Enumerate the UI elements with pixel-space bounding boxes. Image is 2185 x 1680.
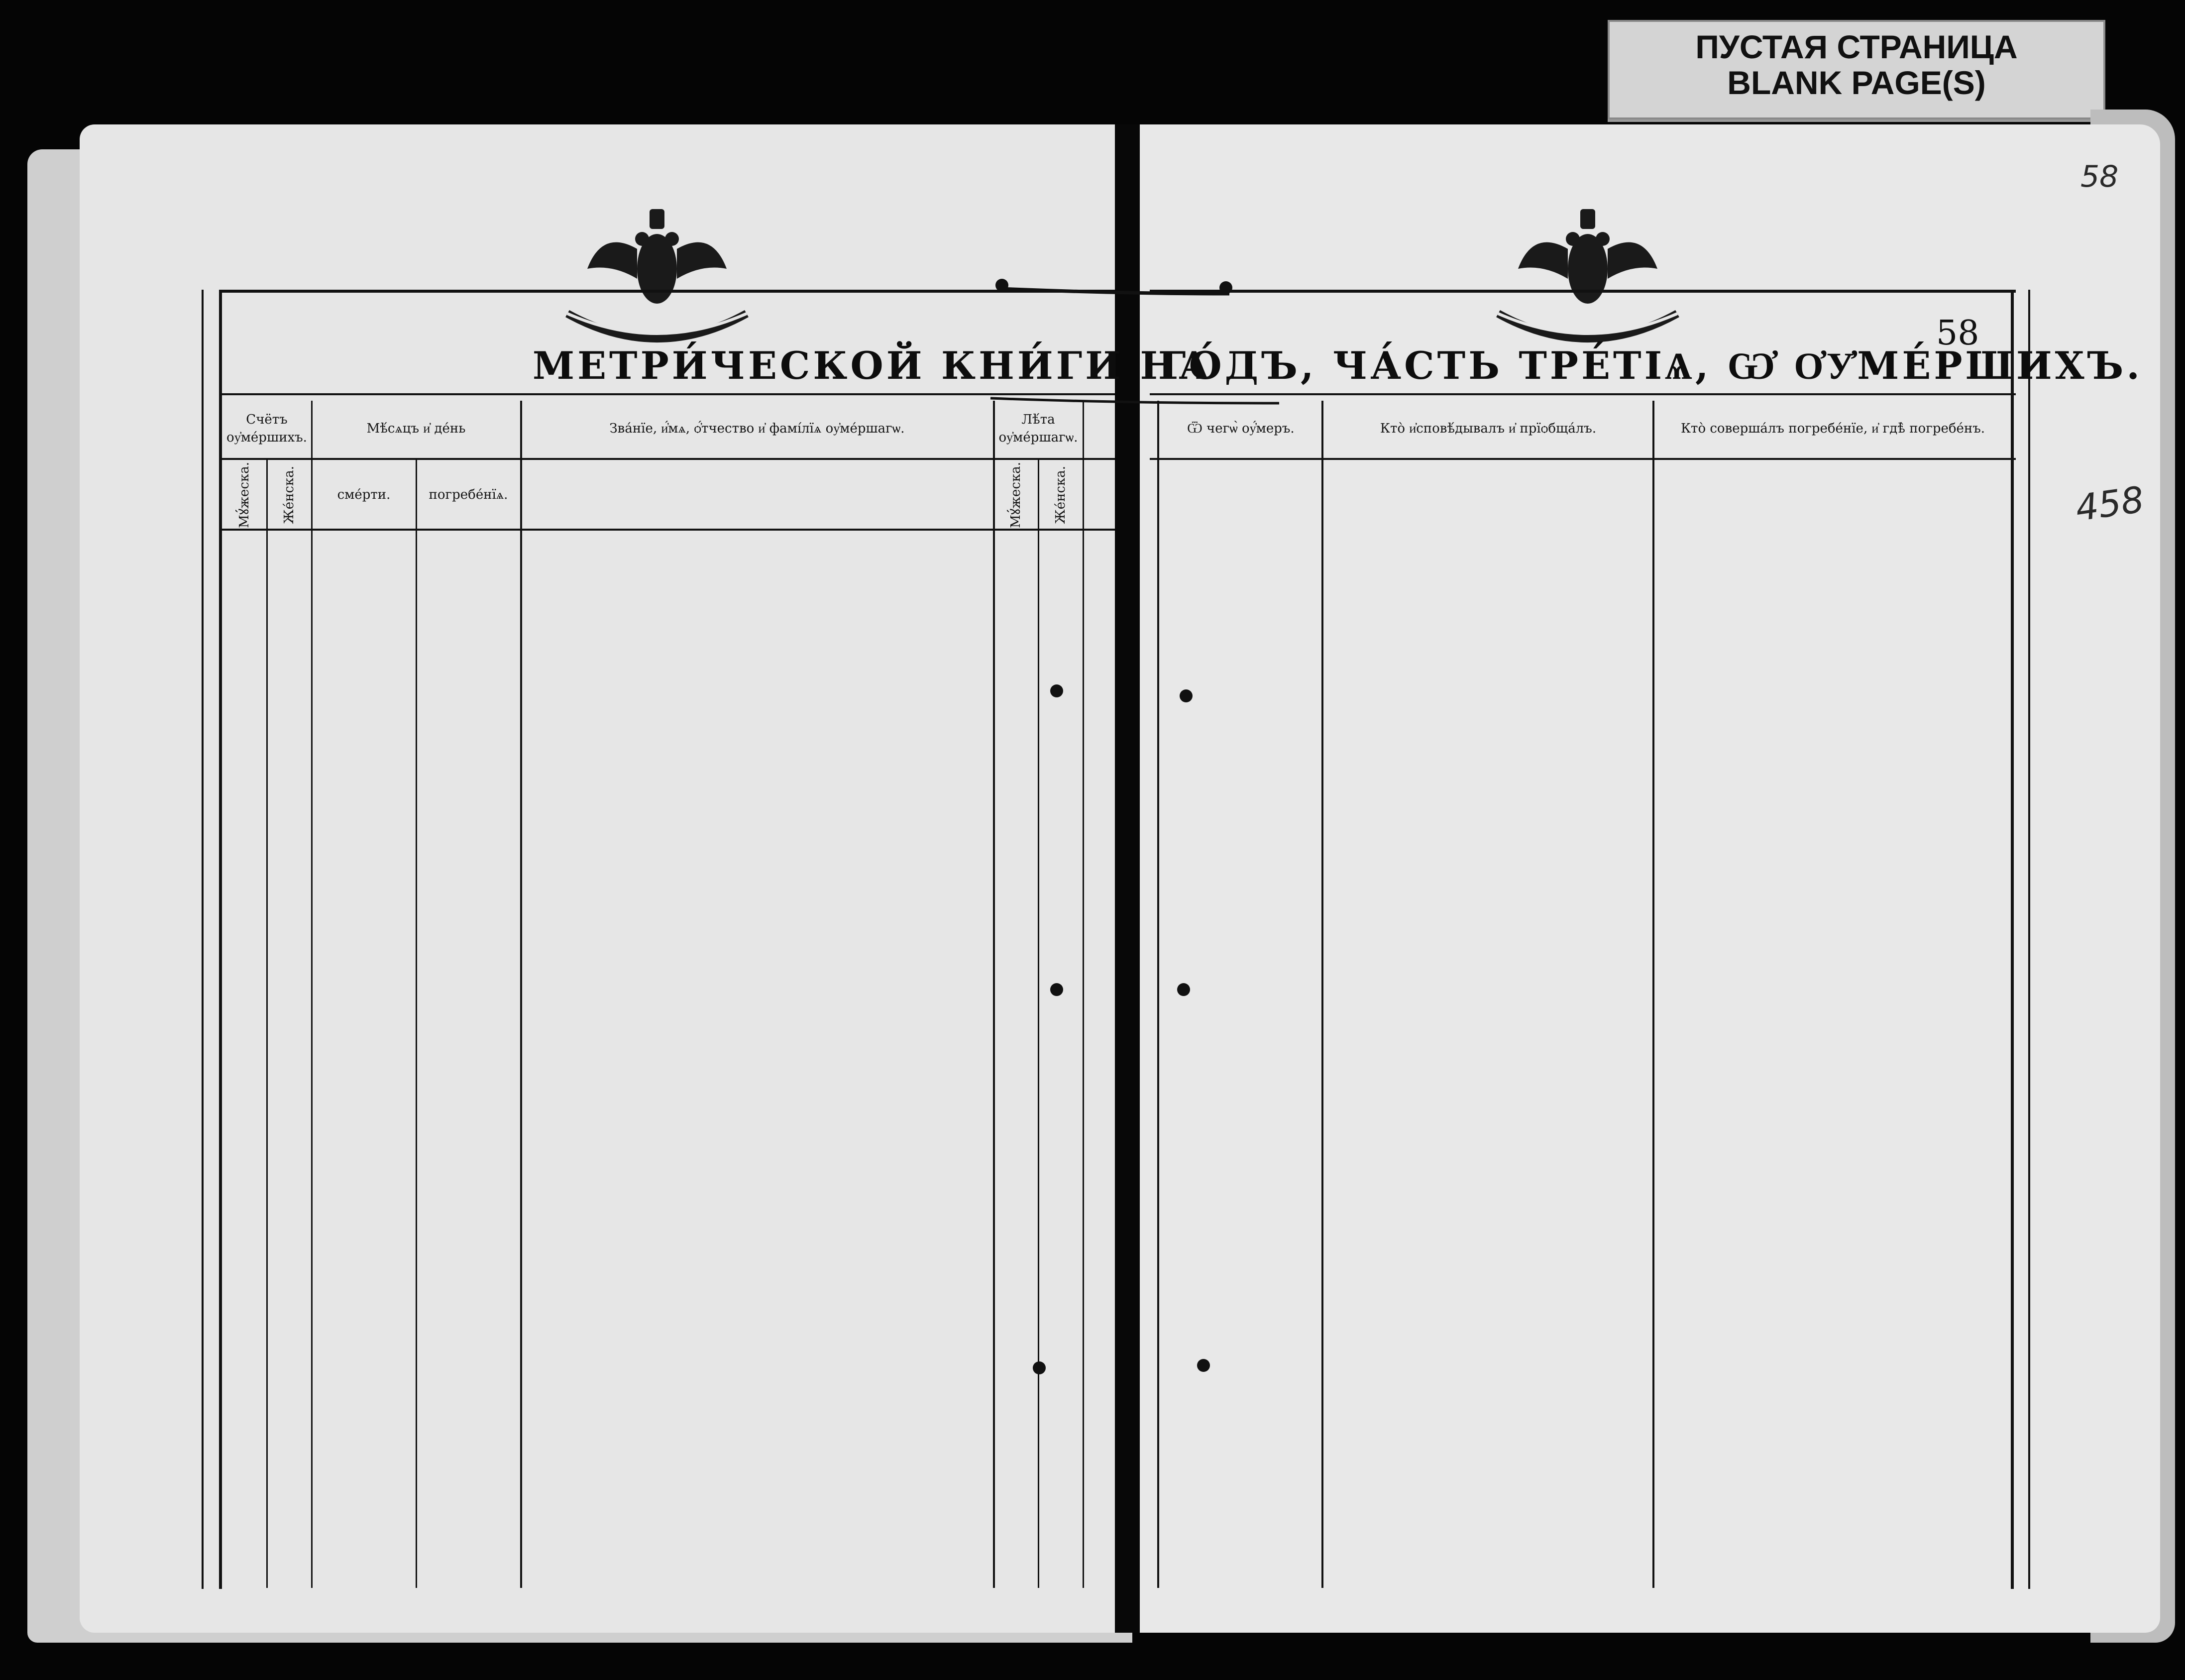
right-outer-border [2011,290,2014,1589]
right-inner-border [2028,290,2030,1589]
pencil-page-number-side: 458 [2073,478,2147,530]
left-col-line-6 [1038,458,1039,1588]
header-count: Счётъ оу҆ме́ршихъ. [226,412,307,445]
subheader-burial: погребе́нїѧ. [429,487,508,502]
left-title-rule [219,393,1115,395]
binding-hole [1180,689,1193,702]
notice-line-2: BLANK PAGE(S) [1727,64,1986,101]
right-header-rule [1150,458,2016,460]
left-subheader-rule [219,529,1115,531]
subheader-female: Же́нска. [282,465,297,524]
subheader-age-female-box [1040,463,1081,527]
double-headed-eagle-emblem-right [1488,199,1687,348]
subheader-age-male-box [995,463,1036,527]
binding-hole [1050,983,1063,996]
right-title-rule [1150,393,2016,395]
left-outer-border [219,290,222,1589]
left-col-line-4 [520,401,522,1588]
binding-hole [995,279,1008,292]
binding-hole [1197,1359,1210,1372]
header-month-day: Мѣ́сѧцъ и҆ де́нь [366,421,466,436]
right-top-rule [1150,290,2016,293]
notice-line-1: ПУСТАЯ СТРАНИЦА [1695,28,2018,65]
left-col-line-2 [311,401,313,1588]
subheader-age-female: Же́нска. [1053,465,1068,524]
left-col-line-7 [1083,401,1084,1588]
right-col-line-2 [1321,401,1323,1588]
binding-hole [1219,281,1232,294]
blank-page-notice [1608,20,2105,119]
subheader-male: Мꙋ́жеска. [237,461,252,528]
header-name: Зва́нїе, и҆́мѧ, ѻ҆́тчество и҆ фамі́лїѧ оу҆ме́ршагѡ. [609,421,905,436]
left-col-line-3 [416,458,417,1588]
right-col-line-1 [1157,401,1159,1588]
pencil-page-number-top: 58 [2080,159,2119,194]
binding-hole [1033,1361,1046,1374]
subheader-death: сме́рти. [337,487,391,502]
binding-hole [1050,684,1063,697]
header-confessor: Кто̀ и҆сповѣ́дывалъ и҆ прїѻбща́лъ. [1380,421,1597,436]
left-col-line-5 [993,401,995,1588]
title-right: ГО́ДЪ, ЧА́СТЬ ТРЕ́ТІѦ, Ѡ҆ О҆У҆МЕ́РШИХЪ. [1160,343,2143,388]
header-age: Лѣ́та оу҆ме́ршагѡ. [998,412,1078,445]
left-header-rule [219,458,1115,460]
right-col-line-3 [1652,401,1654,1588]
subheader-age-male: Мꙋ́жеска. [1008,461,1023,528]
left-top-rule [219,290,1115,293]
printed-page-number: 58 [1936,314,1979,353]
header-cause: Ѿ чегѡ̀ оу҆́меръ. [1187,421,1295,436]
double-headed-eagle-emblem-left [557,199,757,348]
binding-hole [1177,983,1190,996]
left-col-line-1 [266,458,268,1588]
title-left: МЕТРИ́ЧЕСКОЙ КНИ́ГИ НА [533,343,1213,388]
left-inner-border [202,290,204,1589]
subheader-male-box [224,463,265,527]
subheader-female-box [269,463,310,527]
header-burial-place: Кто̀ соверша́лъ погребе́нїе, и҆ гдѣ̀ погребе́нъ. [1680,421,1985,436]
